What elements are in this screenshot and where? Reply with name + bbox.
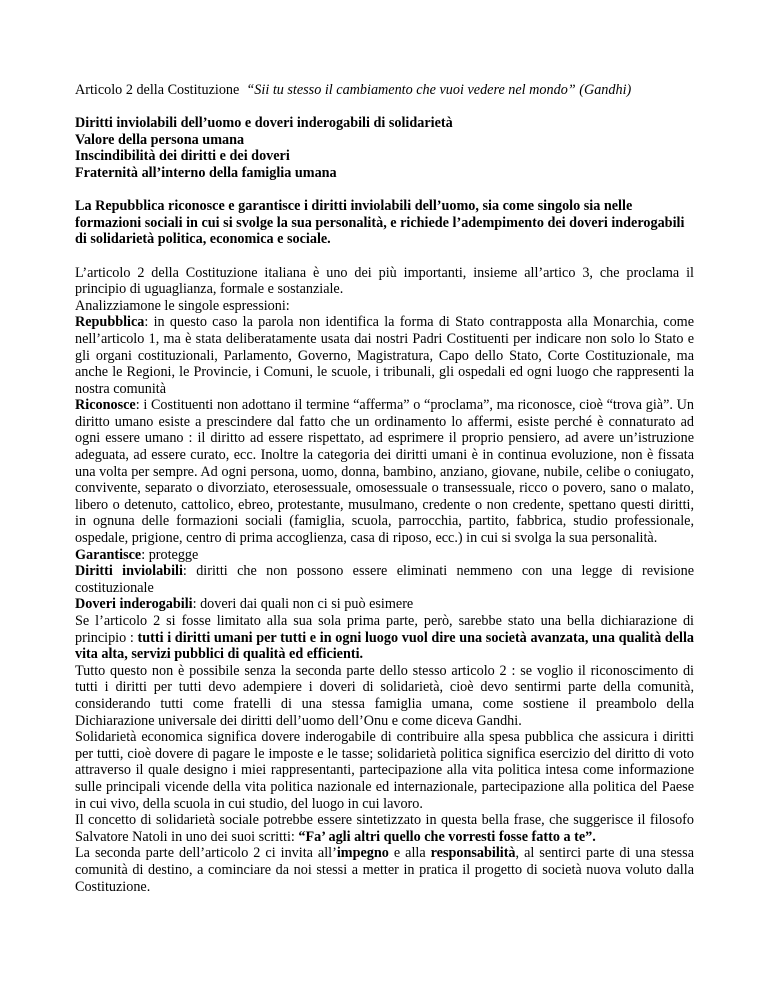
- term-definition: : protegge: [141, 546, 199, 563]
- intro-paragraph: L’articolo 2 della Costituzione italiana è uno dei più importanti, insieme all’artico 3, che proclama il principio di uguaglianza, formale e sostanziale.: [75, 264, 694, 298]
- term-definition: : in questo caso la parola non identifica la forma di Stato contrapposta alla Monarchia, come nell’articolo 1, ma è stata deliberatamente usata dai nostri Padri Costituenti per indicare non solo lo Stato e gli organi costituzionali, Parlamento, Governo, Magistratura, Capo dello Stato, Corte Costituzionale, ma anche le Regioni, le Provincie, i Comuni, le scuole, i tribunali, gli ospedali ed ogni luogo che rappresenti la nostra comunità: [75, 314, 694, 397]
- title-prefix: Articolo 2 della Costituzione: [75, 82, 240, 98]
- responsabilita-word: responsabilità: [430, 845, 516, 862]
- document-page: [75, 82, 694, 895]
- article-text: La Repubblica riconosce e garantisce i diritti inviolabili dell’uomo, sia come singolo sia nelle formazioni sociali in cui si svolge la sua personalità, e richiede l’adempimento dei doveri inderogabili di solidarietà politica, economica e sociale.: [75, 198, 685, 248]
- second-part-paragraph: Tutto questo non è possibile senza la seconda parte dello stesso articolo 2 : se voglio il riconoscimento di tutti i diritti per tutti devo adempiere i doveri di solidarietà, cioè devo sentirmi parte della comunità, considerando tutti come fratelli di una stessa famiglia umana, come sostiene il preambolo della Dichiarazione universale dei diritti dell’uomo dell’Onu e come diceva Gandhi.: [75, 662, 694, 729]
- term-doveri-inderogabili: [75, 596, 694, 613]
- solidarity-paragraph: Solidarietà economica significa dovere inderogabile di contribuire alla spesa pubblica che assicura i diritti per tutti, cioè dovere di pagare le imposte e le tasse; solidarietà politica significa esercizio del diritto di voto attraverso il quale designo i miei rappresentanti, partecipazione alla vita politica intesa come informazione sulle principali vicende della vita politica nazionale ed internazionale, partecipazione alla politica del Paese in cui vivo, della scuola in cui studio, del luogo in cui lavoro.: [75, 729, 694, 812]
- analysis-intro: Analizziamone le singole espressioni:: [75, 297, 290, 314]
- final-text-2: e alla: [388, 845, 431, 862]
- impegno-word: impegno: [336, 845, 389, 862]
- term-definition: : diritti che non possono essere eliminati nemmeno con una legge di revisione costituzionale: [75, 563, 695, 596]
- term-label: Riconosce: [75, 397, 136, 414]
- first-part-bold: tutti i diritti umani per tutti e in ogni luogo vuol dire una società avanzata, una qualità della vita alta, servizi pubblici di qualità ed efficienti.: [75, 629, 694, 663]
- term-label: Diritti inviolabili: [75, 563, 183, 580]
- term-label: Repubblica: [75, 314, 145, 331]
- document-title: [75, 82, 694, 99]
- term-diritti-inviolabili: [75, 563, 694, 596]
- section-headings: [75, 115, 694, 181]
- term-riconosce: [75, 397, 694, 546]
- heading-valore-persona: Valore della persona umana: [75, 131, 245, 148]
- term-repubblica: [75, 314, 694, 397]
- gandhi-quote: “Sii tu stesso il cambiamento che vuoi vedere nel mondo” (Gandhi): [246, 82, 632, 98]
- term-label: Garantisce: [75, 546, 142, 563]
- social-text: Il concetto di solidarietà sociale potrebbe essere sintetizzato in questa bella frase, che suggerisce il filosofo Salvatore Natoli in uno dei suoi scritti:: [75, 812, 694, 845]
- heading-diritti-doveri: Diritti inviolabili dell’uomo e doveri inderogabili di solidarietà: [75, 115, 453, 132]
- term-garantisce: [75, 547, 694, 564]
- final-text-3: , al sentirci parte di una stessa comunità di destino, a cominciare da noi stessi a metter in pratica il progetto di società nuova voluto dalla Costituzione.: [75, 845, 695, 895]
- social-solidarity-paragraph: [75, 812, 694, 845]
- term-definition: : i Costituenti non adottano il termine “afferma” o “proclama”, ma riconosce, cioè “trova già”. Un diritto umano esiste a prescindere dal fatto che un ordinamento lo affermi, esiste perché è connaturato ad ogni essere umano : il diritto ad essere rispettato, ad esprimere il proprio pensiero, ad avere un’istruzione adeguata, ad essere curato, ecc. Inoltre la categoria dei diritti umani è in continua evoluzione, non è fissata una volta per sempre. Ad ogni persona, uomo, donna, bambino, anziano, giovane, nubile, celibe o coniugato, convivente, separato o divorziato, eterosessuale, omosessuale o transessuale, ricco o povero, sano o malato, libero o detenuto, cattolico, ebreo, protestante, musulmano, credente o non credente, spettano questi diritti, in ognuna delle formazioni sociali (famiglia, scuola, parrocchia, partito, fabbrica, studio professionale, ospedale, prigione, centro di prima accoglienza, casa di riposo, ecc.) in cui si svolga la sua personalità.: [75, 397, 694, 547]
- final-text-1: La seconda parte dell’articolo 2 ci invita all’: [75, 845, 337, 862]
- term-definition: : doveri dai quali non ci si può esimere: [192, 596, 414, 613]
- heading-fraternita: Fraternità all’interno della famiglia umana: [75, 164, 337, 181]
- term-label: Doveri inderogabili: [75, 596, 193, 613]
- natoli-quote: “Fa’ agli altri quello che vorresti fosse fatto a te”.: [298, 828, 596, 845]
- heading-inscindibilita: Inscindibilità dei diritti e dei doveri: [75, 148, 290, 165]
- final-paragraph: [75, 845, 694, 895]
- first-part-text: Se l’articolo 2 si fosse limitato alla sua sola prima parte, però, sarebbe stato una bella dichiarazione di principio :: [75, 613, 694, 646]
- first-part-paragraph: [75, 613, 694, 663]
